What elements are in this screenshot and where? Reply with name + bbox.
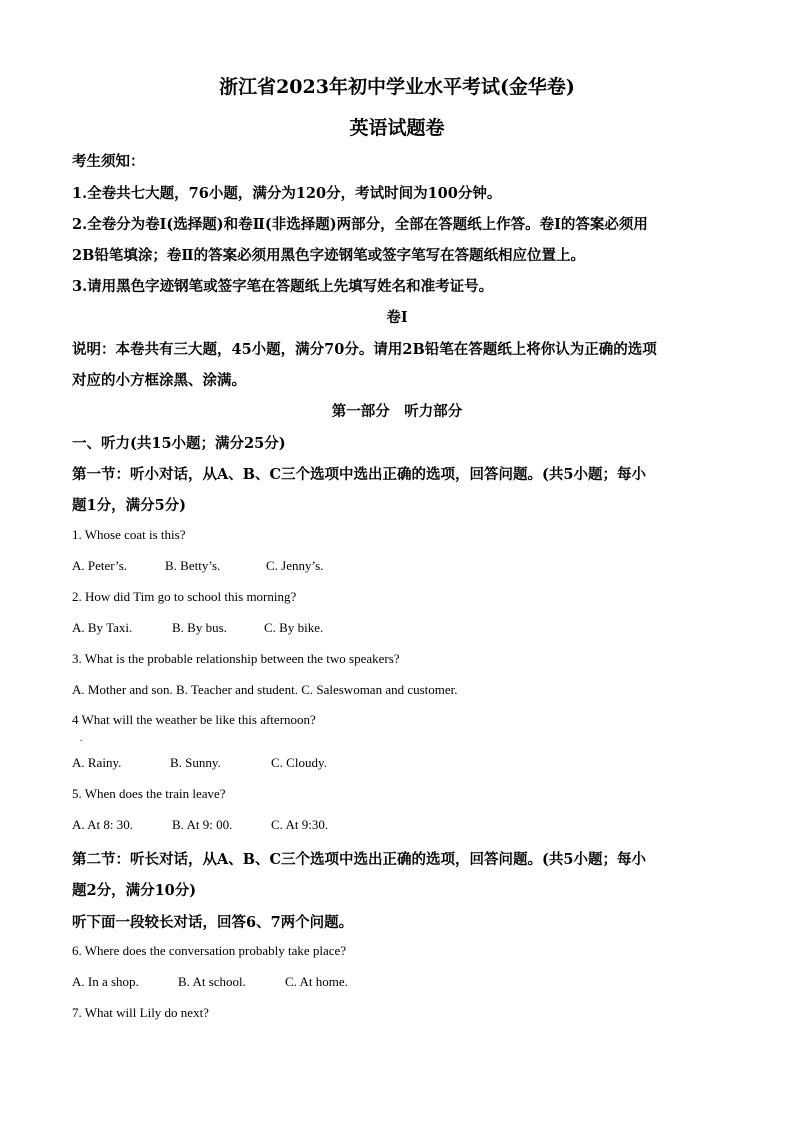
notice-line-2a: 2.全卷分为卷Ⅰ(选择题)和卷Ⅱ(非选择题)两部分，全部在答题纸上作答。卷Ⅰ的答案必须用 [72,216,648,233]
question-6-options [72,974,348,990]
question-3: 3. What is the probable relationship between the two speakers? [72,651,400,666]
option-b: B. At 9: 00. [172,817,233,832]
notice-line-3: 3.请用黑色字迹钢笔或签字笔在答题纸上先填写姓名和准考证号。 [72,278,494,295]
question-2: 2. How did Tim go to school this morning? [72,589,297,604]
notice-heading: 考生须知： [72,153,145,170]
question-6: 6. Where does the conversation probably take place? [72,943,347,958]
section1-instr-b: 题1分，满分5分) [72,497,187,514]
question-4-options [72,755,327,771]
option-c: C. At home. [285,974,348,989]
section-title: 一、听力(共15小题；满分25分) [72,435,286,452]
option-a: A. By Taxi. [72,620,133,635]
option-b: B. Sunny. [170,755,221,770]
page-subtitle: 英语试题卷 [349,117,445,139]
question-3-options: A. Mother and son. B. Teacher and student. C. Saleswoman and customer. [72,682,458,697]
option-c: C. At 9:30. [271,817,329,832]
option-c: C. By bike. [264,620,324,635]
section1-instr-a: 第一节：听小对话，从A、B、C三个选项中选出正确的选项，回答问题。(共5小题；每小 [72,466,646,483]
section2-instr-b: 题2分，满分10分) [72,882,197,899]
section2-long-dialog-instr: 听下面一段较长对话，回答6、7两个问题。 [72,914,354,931]
notice-line-2b: 2B铅笔填涂；卷Ⅱ的答案必须用黑色字迹钢笔或签字笔写在答题纸相应位置上。 [72,247,586,264]
question-1: 1. Whose coat is this? [72,527,186,542]
option-c: C. Cloudy. [271,755,327,770]
page-title: 浙江省2023年初中学业水平考试(金华卷) [219,76,575,98]
question-5-options [72,817,328,833]
option-c: C. Jenny’s. [266,558,324,573]
question-5: 5. When does the train leave? [72,786,226,801]
option-a: A. Peter’s. [72,558,128,573]
question-4: 4 What will the weather be like this afternoon? [72,712,316,727]
option-a: A. Rainy. [72,755,122,770]
option-b: B. By bus. [172,620,227,635]
option-a: A. At 8: 30. [72,817,134,832]
section2-instr-a: 第二节：听长对话，从A、B、C三个选项中选出正确的选项，回答问题。(共5小题；每小 [72,851,646,868]
question-7: 7. What will Lily do next? [72,1005,209,1020]
question-2-options [72,620,323,636]
option-b: B. At school. [178,974,246,989]
option-a: A. In a shop. [72,974,139,989]
notice-line-1: 1.全卷共七大题，76小题，满分为120分，考试时间为100分钟。 [72,185,502,202]
volume-desc-b: 对应的小方框涂黑、涂满。 [72,372,246,389]
part-heading: 第一部分 听力部分 [331,403,463,420]
stray-dot: . [80,733,83,743]
option-b: B. Betty’s. [165,558,221,573]
volume-heading: 卷Ⅰ [386,309,408,326]
volume-desc-a: 说明：本卷共有三大题，45小题，满分70分。请用2B铅笔在答题纸上将你认为正确的选项 [72,341,657,358]
question-1-options [72,558,323,574]
